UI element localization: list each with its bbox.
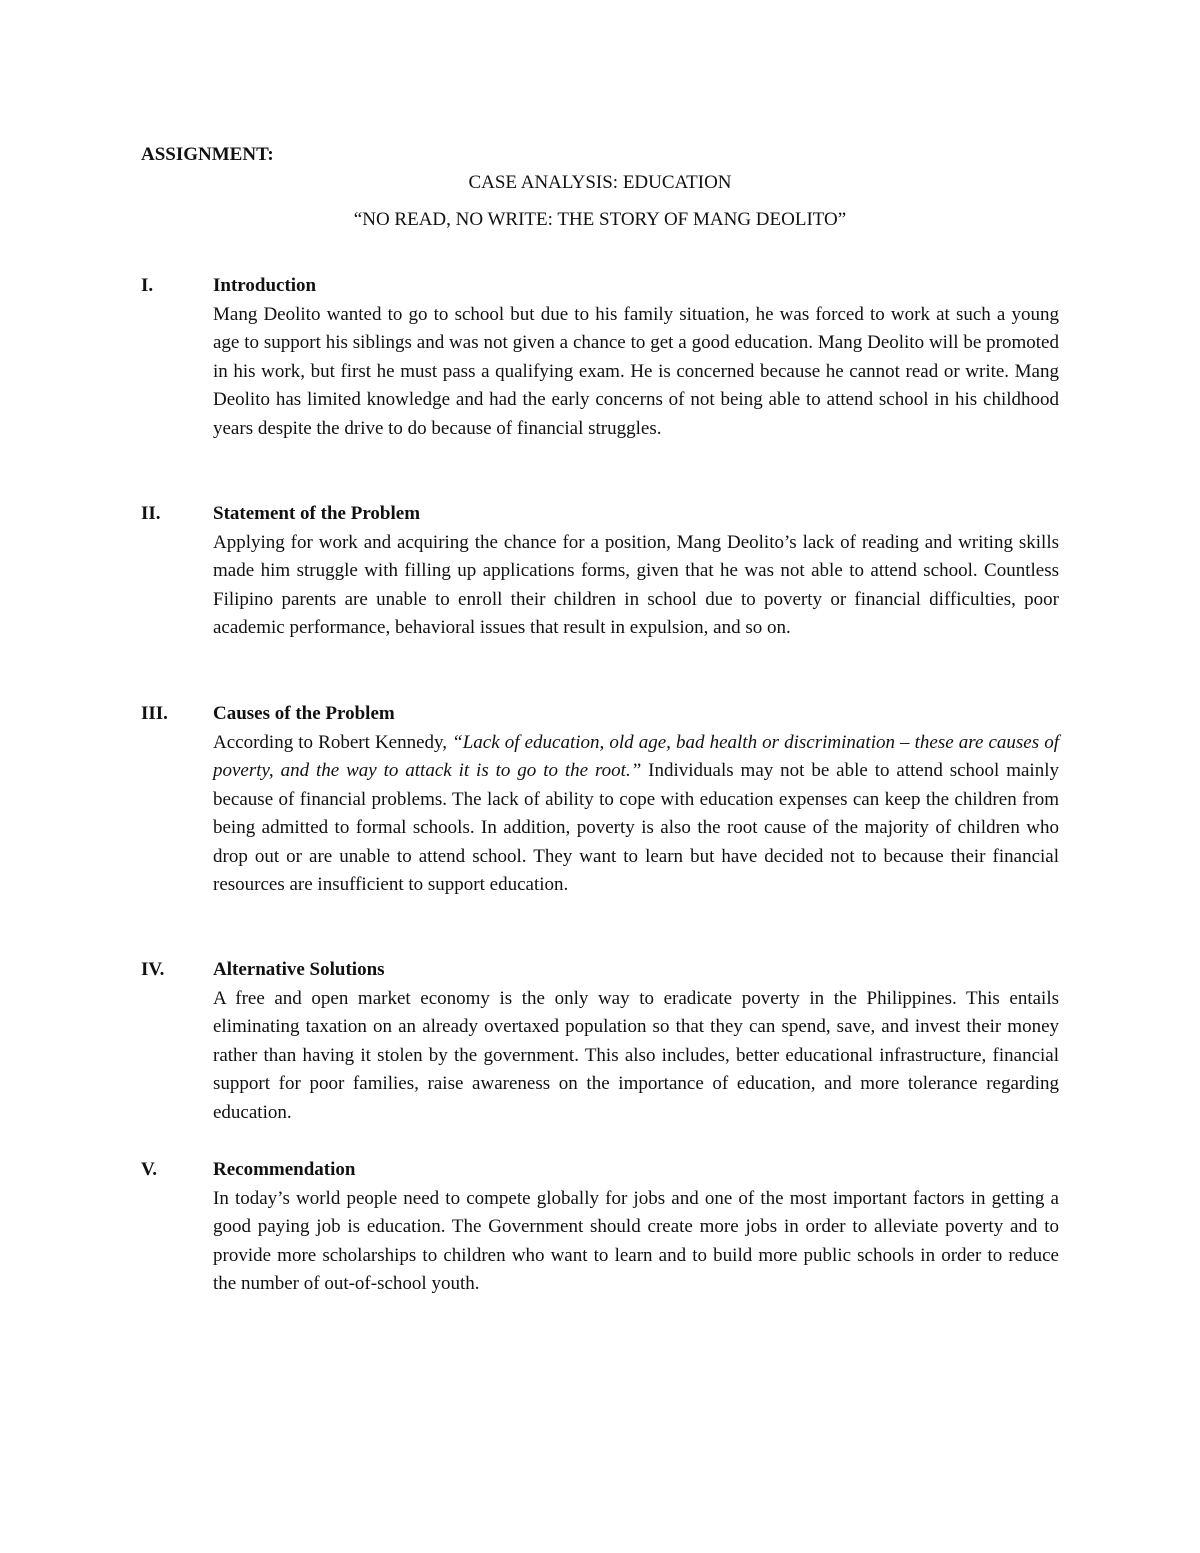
section-body — [213, 729, 1059, 900]
section-heading: Recommendation — [213, 1159, 356, 1180]
section-number: III. — [141, 703, 168, 724]
section-body: Applying for work and acquiring the chance for a position, Mang Deolito’s lack of reading and writing skills made him struggle with filling up applications forms, given that he was not able to attend school. Countless Filipino parents are unable to enroll their children in school due to poverty or financial difficulties, poor academic performance, behavioral issues that result in expulsion, and so on. — [213, 531, 1059, 638]
body-intro-text: According to Robert Kennedy, — [213, 731, 453, 753]
body-rest-text: Individuals may not be able to attend school mainly because of financial problems. The lack of ability to cope with education expenses can keep the children from being admitted to formal schools. In addition, poverty is also the root cause of the majority of children who drop out or are unable to attend school. They want to learn but have decided not to because their financial resources are insufficient to support education. — [213, 760, 1059, 895]
section-body: In today’s world people need to compete globally for jobs and one of the most important factors in getting a good paying job is education. The Government should create more jobs in order to alleviate poverty and to provide more scholarships to children who want to learn and to build more public schools in order to reduce the number of out-of-school youth. — [213, 1187, 1059, 1294]
section-heading: Statement of the Problem — [213, 503, 421, 524]
document-subtitle: “NO READ, NO WRITE: THE STORY OF MANG DEOLITO” — [353, 209, 847, 230]
section-body: A free and open market economy is the only way to eradicate poverty in the Philippines. This entails eliminating taxation on an already overtaxed population so that they can spend, save, and invest their money rather than having it stolen by the government. This also includes, better educational infrastructure, financial support for poor families, raise awareness on the importance of education, and more tolerance regarding education. — [213, 987, 1059, 1123]
section-number: I. — [141, 275, 154, 296]
section-number: V. — [141, 1159, 158, 1180]
assignment-label: ASSIGNMENT: — [141, 144, 274, 165]
section-body: Mang Deolito wanted to go to school but due to his family situation, he was forced to work at such a young age to support his siblings and was not given a chance to get a good education. Mang Deolito will be promoted in his work, but first he must pass a qualifying exam. He is concerned because he cannot read or write. Mang Deolito has limited knowledge and had the early concerns of not being able to attend school in his childhood years despite the drive to do because of financial struggles. — [213, 303, 1059, 439]
section-heading: Alternative Solutions — [213, 959, 385, 980]
section-heading: Causes of the Problem — [213, 703, 395, 724]
section-number: IV. — [141, 959, 165, 980]
kennedy-quote: “Lack of education, old age, bad health or discrimination – these are causes of poverty, and the way to attack it is to go to the root.” — [213, 731, 1059, 781]
section-heading: Introduction — [213, 275, 317, 296]
section-number: II. — [141, 503, 161, 524]
document-title: CASE ANALYSIS: EDUCATION — [468, 172, 732, 193]
